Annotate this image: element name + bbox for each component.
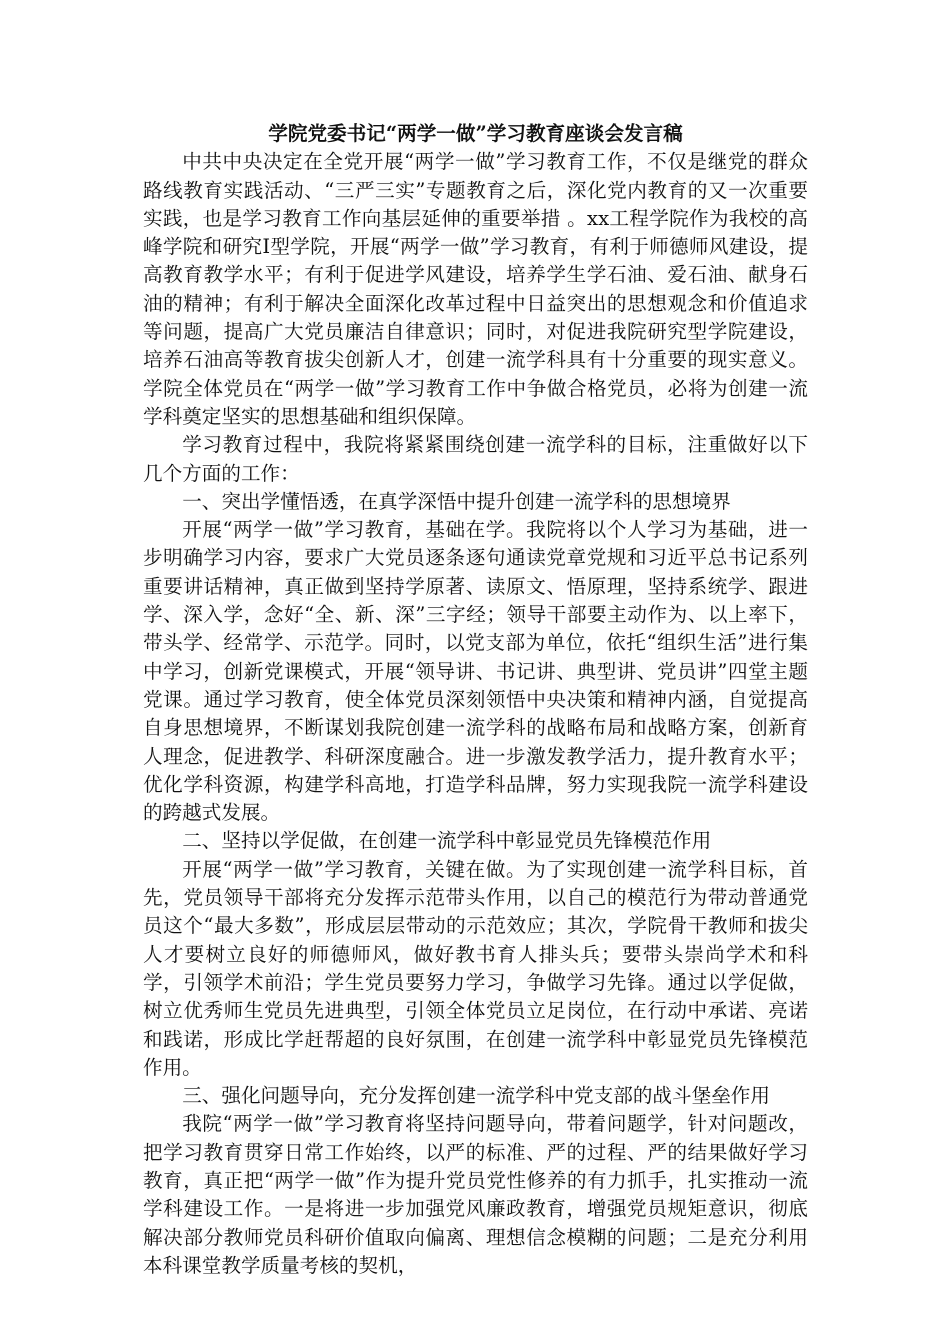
document-page	[143, 120, 808, 1280]
paragraph-section-1: 开展“两学一做”学习教育，基础在学。我院将以个人学习为基础，进一步明确学习内容，要求广大党员逐条逐句通读党章党规和习近平总书记系列重要讲话精神，真正做到坚持学原著、读原文、悟原理，坚持系统学、跟进学、深入学，念好“全、新、深”三字经；领导干部要主动作为、以上率下，带头学、经常学、示范学。同时，以党支部为单位，依托“组织生活”进行集中学习，创新党课模式，开展“领导讲、书记讲、典型讲、党员讲”四堂主题党课。通过学习教育，使全体党员深刻领悟中央决策和精神内涵，自觉提高自身思想境界，不断谋划我院创建一流学科的战略布局和战略方案，创新育人理念，促进教学、科研深度融合。进一步激发教学活力，提升教育水平；优化学科资源，构建学科高地，打造学科品牌，努力实现我院一流学科建设的跨越式发展。	[143, 518, 808, 825]
paragraph-intro: 中共中央决定在全党开展“两学一做”学习教育工作，不仅是继党的群众路线教育实践活动、“三严三实”专题教育之后，深化党内教育的又一次重要实践，也是学习教育工作向基层延伸的重要举措 。xx工程学院作为我校的高峰学院和研究I型学院，开展“两学一做”学习教育，有利于师德师风建设，提高教育教学水平；有利于促进学风建设，培养学生学石油、爱石油、献身石油的精神；有利于解决全面深化改革过程中日益突出的思想观念和价值追求等问题，提高广大党员廉洁自律意识；同时，对促进我院研究型学院建设，培养石油高等教育拔尖创新人才，创建一流学科具有十分重要的现实意义。学院全体党员在“两学一做”学习教育工作中争做合格党员，必将为创建一流学科奠定坚实的思想基础和组织保障。	[143, 150, 808, 428]
section-heading-2: 二、坚持以学促做，在创建一流学科中彰显党员先锋模范作用	[182, 829, 712, 853]
paragraph-section-2: 开展“两学一做”学习教育，关键在做。为了实现创建一流学科目标，首先，党员领导干部将充分发挥示范带头作用，以自己的模范行为带动普通党员这个“最大多数”，形成层层带动的示范效应；其次，学院骨干教师和拔尖人才要树立良好的师德师风，做好教书育人排头兵；要带头崇尚学术和科学，引领学术前沿；学生党员要努力学习，争做学习先锋。通过以学促做，树立优秀师生党员先进典型，引领全体党员立足岗位，在行动中承诺、亮诺和践诺，形成比学赶帮超的良好氛围，在创建一流学科中彰显党员先锋模范作用。	[143, 857, 808, 1079]
section-heading-3: 三、强化问题导向，充分发挥创建一流学科中党支部的战斗堡垒作用	[182, 1084, 770, 1108]
paragraph-section-3: 我院“两学一做”学习教育将坚持问题导向，带着问题学，针对问题改，把学习教育贯穿日常工作始终，以严的标准、严的过程、严的结果做好学习教育，真正把“两学一做”作为提升党员党性修养的有力抓手，扎实推动一流学科建设工作。一是将进一步加强党风廉政教育，增强党员规矩意识，彻底解决部分教师党员科研价值取向偏离、理想信念模糊的问题；二是充分利用本科课堂教学质量考核的契机，	[143, 1112, 808, 1277]
paragraph-overview: 学习教育过程中，我院将紧紧围绕创建一流学科的目标，注重做好以下几个方面的工作：	[143, 433, 808, 485]
document-title: 学院党委书记“两学一做”学习教育座谈会发言稿	[268, 122, 683, 145]
section-heading-1: 一、突出学懂悟透，在真学深悟中提升创建一流学科的思想境界	[182, 489, 731, 513]
